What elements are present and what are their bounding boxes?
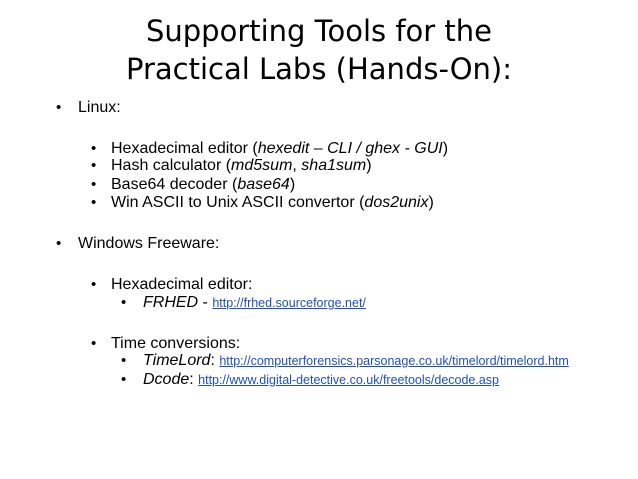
bullet-dot: •	[56, 235, 62, 252]
linux-item-text: Base64 decoder (base64)	[111, 176, 296, 193]
frhed-line: FRHED - http://frhed.sourceforge.net/	[143, 294, 366, 311]
linux-item-hexeditor	[0, 140, 638, 158]
linux-item-hash	[0, 157, 638, 175]
bullet-dot: •	[91, 194, 97, 211]
timelord-link[interactable]: http://computerforensics.parsonage.co.uk/timelord/timelord.htm	[219, 354, 569, 368]
linux-label: Linux:	[78, 99, 121, 116]
bullet-dot: •	[91, 140, 97, 157]
windows-time-dcode	[0, 371, 638, 389]
linux-item-text: Hexadecimal editor (hexedit – CLI / ghex - GUI)	[111, 140, 449, 157]
linux-item-text: Win ASCII to Unix ASCII convertor (dos2unix)	[111, 194, 434, 211]
windows-hex-frhed	[0, 294, 638, 312]
timelord-line: TimeLord: http://computerforensics.parsonage.co.uk/timelord/timelord.htm	[143, 352, 569, 369]
slide-title-line-1: Supporting Tools for the	[145, 14, 493, 48]
bullet-dot: •	[56, 99, 62, 116]
bullet-dot: •	[121, 371, 127, 388]
bullet-linux	[0, 99, 638, 117]
dcode-link[interactable]: http://www.digital-detective.co.uk/freetools/decode.asp	[198, 373, 500, 387]
windows-label: Windows Freeware:	[78, 235, 220, 252]
bullet-dot: •	[121, 352, 127, 369]
linux-item-dos2unix	[0, 194, 638, 212]
slide-title-line-2: Practical Labs (Hands-On):	[125, 52, 513, 86]
linux-item-text: Hash calculator (md5sum, sha1sum)	[111, 157, 372, 174]
bullet-dot: •	[121, 294, 127, 311]
windows-item-time	[0, 335, 638, 353]
bullet-dot: •	[91, 176, 97, 193]
linux-item-base64	[0, 176, 638, 194]
frhed-name: FRHED	[143, 294, 199, 311]
bullet-windows	[0, 235, 638, 253]
bullet-dot: •	[91, 157, 97, 174]
bullet-dot: •	[91, 335, 97, 352]
frhed-link[interactable]: http://frhed.sourceforge.net/	[212, 296, 366, 310]
bullet-dot: •	[91, 276, 97, 293]
windows-time-timelord	[0, 352, 638, 370]
dcode-line: Dcode: http://www.digital-detective.co.uk/freetools/decode.asp	[143, 371, 500, 388]
windows-hex-label: Hexadecimal editor:	[111, 276, 253, 293]
windows-time-label: Time conversions:	[111, 335, 241, 352]
windows-item-hexeditor	[0, 276, 638, 294]
dcode-name: Dcode	[143, 371, 190, 388]
timelord-name: TimeLord	[143, 352, 211, 369]
